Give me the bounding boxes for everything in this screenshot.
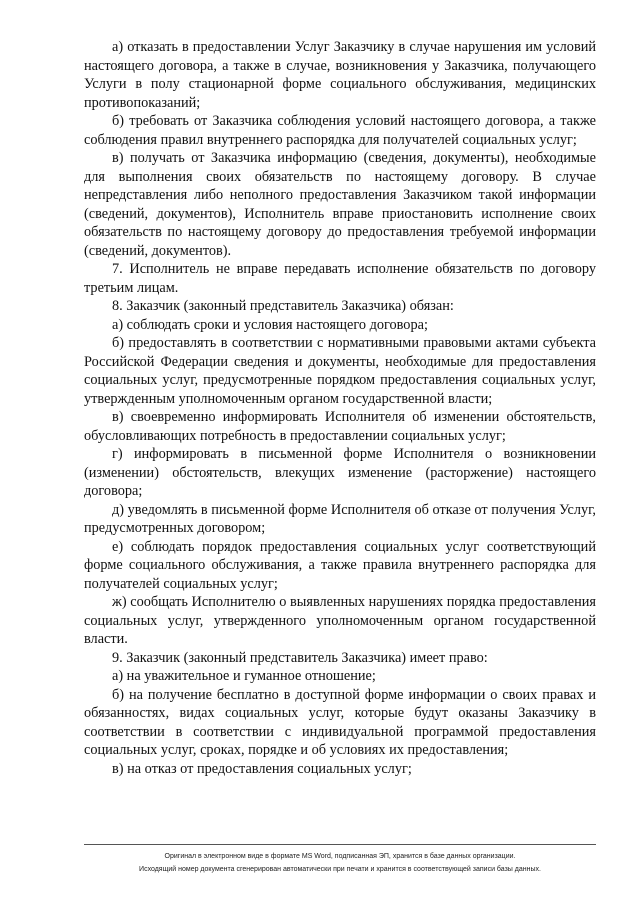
paragraph-8d: г) информировать в письменной форме Исполнителя о возникновении (изменении) обстоятельств, влекущих изменение (расторжение) настоящего договора; <box>84 446 596 499</box>
paragraph-7: 7. Исполнитель не вправе передавать исполнение обязательств по договору третьим лицам. <box>84 261 596 296</box>
paragraph-8g: ж) сообщать Исполнителю о выявленных нарушениях порядка предоставления социальных услуг, утвержденного уполномоченным органом государственной власти. <box>84 594 596 647</box>
paragraph-8a: а) соблюдать сроки и условия настоящего договора; <box>112 316 428 333</box>
paragraph-8-heading: 8. Заказчик (законный представитель Заказчика) обязан: <box>112 298 454 314</box>
page-footer <box>84 844 596 876</box>
paragraph-8e: д) уведомлять в письменной форме Исполнителя об отказе от получения Услуг, предусмотренных договором; <box>84 501 596 536</box>
paragraph-8f: е) соблюдать порядок предоставления социальных услуг соответствующий форме социального обслуживания, а также правила внутреннего распорядка для получателей социальных услуг; <box>84 538 596 592</box>
footer-line-original: Оригинал в электронном виде в формате MS Word, подписанная ЭП, хранится в базе данных организации. <box>164 853 516 860</box>
document-body <box>84 38 596 778</box>
paragraph-9b: б) на получение бесплатно в доступной форме информации о своих правах и обязанностях, видах социальных услуг, которые будут оказаны Заказчику в соответствии в соответствии с индивидуальной программой предоставления социальных услуг, сроках, порядке и об условиях их предоставления; <box>84 686 596 758</box>
footer-line-number: Исходящий номер документа сгенерирован автоматически при печати и хранится в соответствующей записи базы данных. <box>139 866 541 873</box>
paragraph-8b: б) предоставлять в соответствии с нормативными правовыми актами субъекта Российской Федерации сведения и документы, необходимые для предоставления социальных услуг, предусмотренные порядком предоставления социальных услуг, утвержденным уполномоченным органом государственной власти; <box>84 335 596 407</box>
paragraph-9c: в) на отказ от предоставления социальных услуг; <box>112 760 412 777</box>
paragraph-9a: а) на уважительное и гуманное отношение; <box>112 668 376 684</box>
paragraph-6a: а) отказать в предоставлении Услуг Заказчику в случае нарушения им условий настоящего договора, а также в случае, возникновения у Заказчика, получающего Услуги в полу стационарной форме социального обслуживания, медицинских противопоказаний; <box>84 39 596 111</box>
paragraph-8c: в) своевременно информировать Исполнителя об изменении обстоятельств, обусловливающих потребность в предоставлении социальных услуг; <box>84 409 596 444</box>
paragraph-6b: б) требовать от Заказчика соблюдения условий настоящего договора, а также соблюдения правил внутреннего распорядка для получателей социальных услуг; <box>84 113 596 148</box>
paragraph-6c: в) получать от Заказчика информацию (сведения, документы), необходимые для выполнения своих обязательств по настоящему договору. В случае непредставления либо неполного предоставления Заказчиком такой информации (сведений, документов), Исполнитель вправе приостановить исполнение своих обязательств по настоящему договору до предоставления требуемой информации (сведений, документов). <box>84 150 596 259</box>
paragraph-9-heading: 9. Заказчик (законный представитель Заказчика) имеет право: <box>112 649 488 666</box>
